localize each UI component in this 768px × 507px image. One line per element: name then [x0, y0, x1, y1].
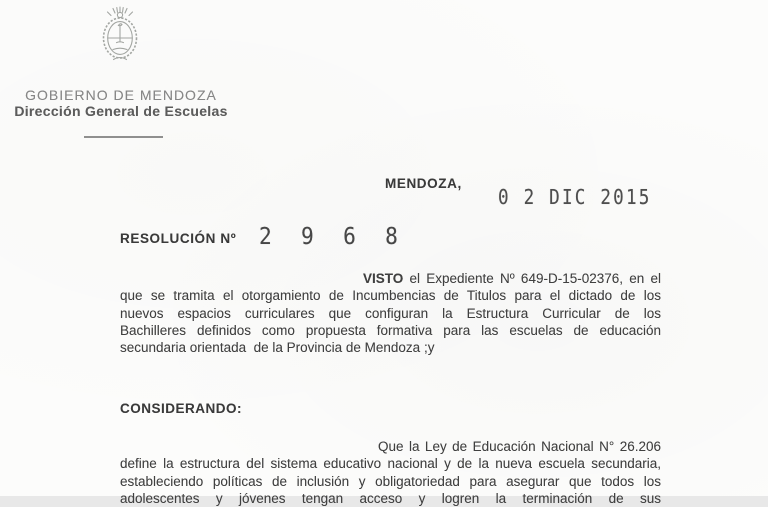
text-line: adolescentes y jóvenes tengan acceso y logren la terminación de sus	[120, 490, 661, 506]
text-line: nuevos espacios curriculares que configuran la Estructura Curricular de los	[120, 305, 661, 321]
text-line: Que la Ley de Educación Nacional N° 26.206	[378, 439, 661, 454]
text-line: VISTO el Expediente Nº 649-D-15-02376, en el	[363, 271, 661, 286]
text-line: Bachilleres definidos como propuesta formativa para las escuelas de educación	[120, 322, 661, 338]
city-label: MENDOZA,	[385, 176, 462, 191]
text-line: estableciendo políticas de inclusión y obligatoriedad para asegurar que todos los	[120, 473, 661, 489]
considerando-paragraph	[120, 438, 661, 507]
letterhead-divider	[84, 136, 163, 138]
visto-paragraph	[120, 270, 661, 356]
department-name: Dirección General de Escuelas	[14, 103, 228, 119]
text-line: que se tramita el otorgamiento de Incumbencias de Titulos para el dictado de los	[120, 288, 661, 304]
text-line: define la estructura del sistema educativo nacional y de la nueva escuela secundaria,	[120, 456, 661, 472]
text-line: secundaria orientada de la Provincia de Mendoza ;y	[120, 340, 435, 356]
considerando-heading: CONSIDERANDO:	[120, 401, 243, 416]
government-name: GOBIERNO DE MENDOZA	[25, 87, 217, 103]
coat-of-arms-icon	[90, 4, 150, 64]
resolution-number-stamp: 2 9 6 8	[259, 224, 407, 250]
date-stamp: 0 2 DIC 2015	[498, 185, 652, 209]
resolution-label: RESOLUCIÓN Nº	[120, 231, 237, 246]
